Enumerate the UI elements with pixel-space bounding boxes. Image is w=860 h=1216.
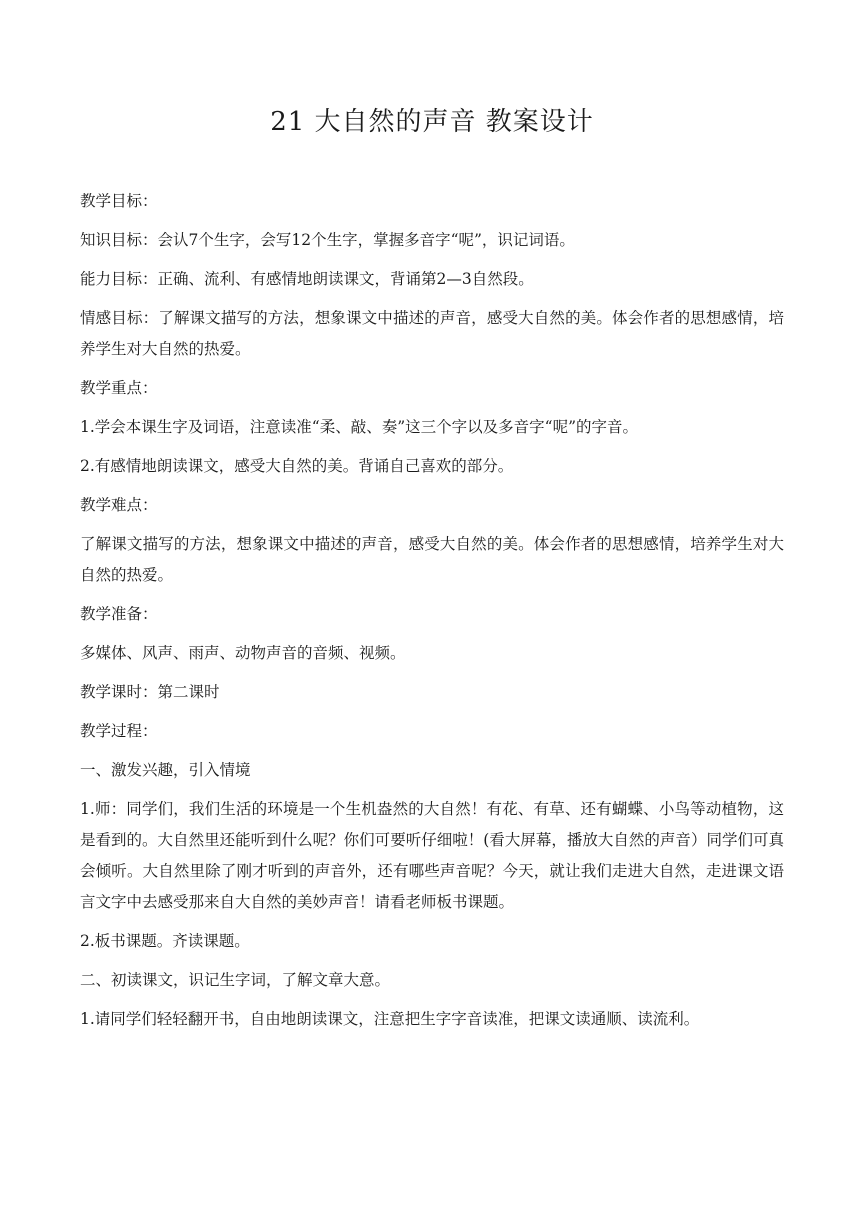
paragraph: 2.板书课题。齐读课题。 <box>80 932 250 950</box>
paragraph: 一、激发兴趣，引入情境 <box>80 761 251 779</box>
paragraph: 情感目标：了解课文描写的方法，想象课文中描述的声音，感受大自然的美。体会作者的思想感情，培养学生对大自然的热爱。 <box>80 309 784 358</box>
paragraph: 教学准备： <box>80 605 158 623</box>
paragraph: 教学过程： <box>80 722 158 740</box>
paragraph: 教学目标： <box>80 192 158 210</box>
paragraph: 1.请同学们轻轻翻开书，自由地朗读课文，注意把生字字音读准，把课文读通顺、读流利。 <box>80 1010 700 1028</box>
paragraph: 知识目标：会认7个生字，会写12个生字，掌握多音字“呢”，识记词语。 <box>80 231 575 249</box>
paragraph: 教学重点： <box>80 379 158 397</box>
paragraph: 能力目标：正确、流利、有感情地朗读课文，背诵第2—3自然段。 <box>80 270 534 288</box>
paragraph: 1.学会本课生字及词语，注意读准“柔、敲、奏”这三个字以及多音字“呢”的字音。 <box>80 418 638 436</box>
paragraph: 1.师：同学们，我们生活的环境是一个生机盎然的大自然！有花、有草、还有蝴蝶、小鸟等动植物，这是看到的。大自然里还能听到什么呢？你们可要听仔细啦！(看大屏幕，播放大自然的声音）同学们可真会倾听。大自然里除了刚才听到的声音外，还有哪些声音呢？今天，就让我们走进大自然，走进课文语言文字中去感受那来自大自然的美妙声音！请看老师板书课题。 <box>80 800 784 911</box>
document-title: 21 大自然的声音 教案设计 <box>270 107 594 137</box>
paragraph: 了解课文描写的方法，想象课文中描述的声音，感受大自然的美。体会作者的思想感情，培养学生对大自然的热爱。 <box>80 535 784 584</box>
paragraph: 教学难点： <box>80 496 158 514</box>
paragraph: 多媒体、风声、雨声、动物声音的音频、视频。 <box>80 644 406 662</box>
paragraph: 2.有感情地朗读课文，感受大自然的美。背诵自己喜欢的部分。 <box>80 457 514 475</box>
paragraph: 二、初读课文，识记生字词，了解文章大意。 <box>80 971 391 989</box>
paragraph: 教学课时：第二课时 <box>80 683 220 701</box>
document-body <box>80 186 784 1043</box>
